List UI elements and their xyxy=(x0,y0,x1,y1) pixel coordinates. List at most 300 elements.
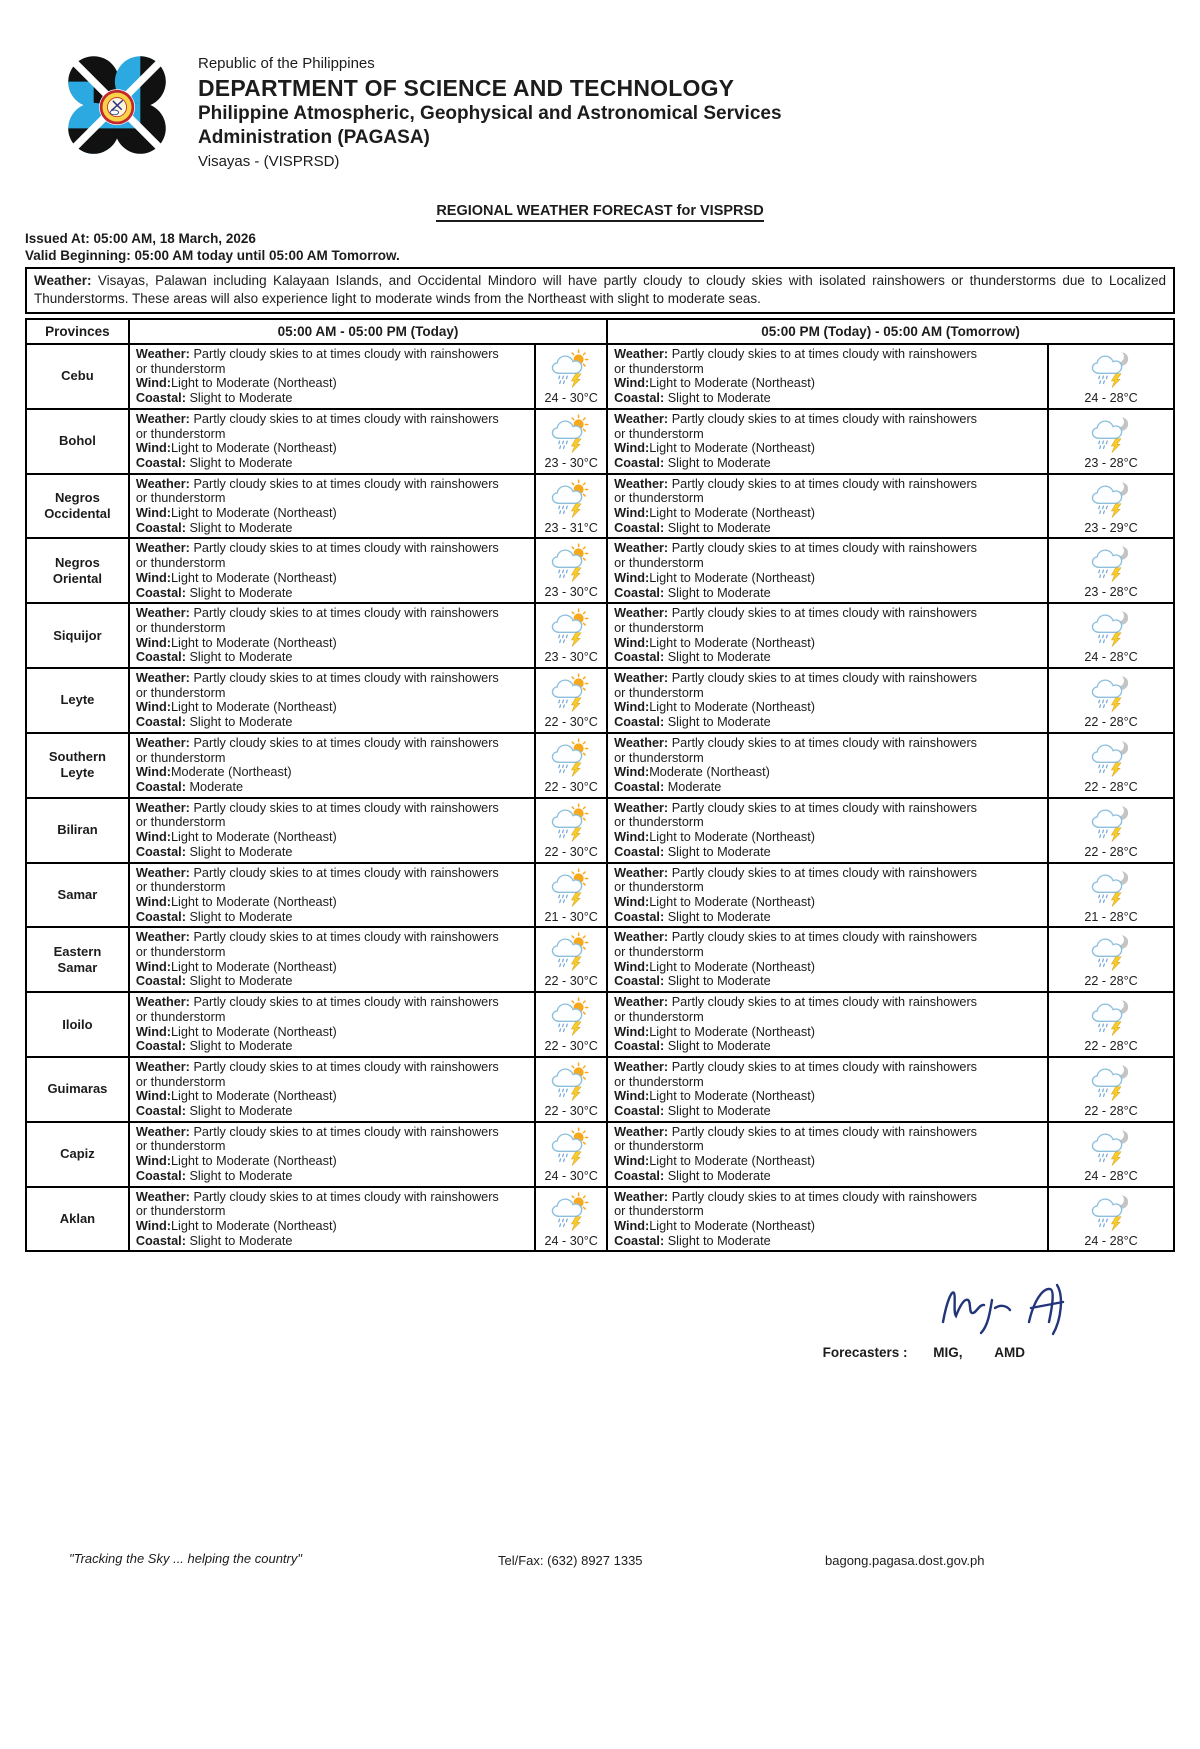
night-forecast-cell xyxy=(607,927,1048,992)
sun-cloud-rain-thunder-icon xyxy=(548,1062,594,1102)
day-wind-text: Light to Moderate (Northeast) xyxy=(170,1089,337,1104)
night-wind-text: Light to Moderate (Northeast) xyxy=(649,635,815,650)
night-icon-temp-cell xyxy=(1048,538,1174,603)
day-temperature: 24 - 30°C xyxy=(544,1168,598,1183)
day-wind-text: Moderate (Northeast) xyxy=(170,765,292,780)
weather-label: Weather: xyxy=(614,606,669,621)
province-name: Aklan xyxy=(26,1187,129,1252)
footer-telfax: Tel/Fax: (632) 8927 1335 xyxy=(498,1553,643,1568)
night-coastal-text: Slight to Moderate xyxy=(667,455,771,470)
coastal-label: Coastal: xyxy=(614,779,665,794)
day-coastal-text: Moderate xyxy=(189,779,244,794)
weather-label: Weather: xyxy=(614,541,669,556)
province-name: Iloilo xyxy=(26,992,129,1057)
wind-label: Wind: xyxy=(614,700,650,715)
night-weather-text: Partly cloudy skies to at times cloudy with rainshowers or thunderstorm xyxy=(614,865,978,895)
night-weather-text: Partly cloudy skies to at times cloudy with rainshowers or thunderstorm xyxy=(614,930,978,960)
table-row xyxy=(26,538,1174,603)
table-row xyxy=(26,992,1174,1057)
day-forecast-cell xyxy=(129,798,535,863)
wind-label: Wind: xyxy=(614,894,650,909)
forecaster-signature xyxy=(937,1278,1087,1340)
night-forecast-cell xyxy=(607,733,1048,798)
day-forecast-cell xyxy=(129,474,535,539)
weather-label: Weather: xyxy=(135,606,190,621)
day-icon-temp-cell xyxy=(535,538,607,603)
forecast-title: REGIONAL WEATHER FORECAST for VISPRSD xyxy=(0,202,1200,220)
night-icon-temp-cell xyxy=(1048,927,1174,992)
column-header-provinces: Provinces xyxy=(26,319,129,344)
day-weather-text: Partly cloudy skies to at times cloudy with rainshowers or thunderstorm xyxy=(135,671,499,700)
sun-cloud-rain-thunder-icon xyxy=(548,414,594,454)
sun-cloud-rain-thunder-icon xyxy=(548,349,594,389)
day-coastal-text: Slight to Moderate xyxy=(189,1168,293,1183)
table-row xyxy=(26,409,1174,474)
night-weather-text: Partly cloudy skies to at times cloudy with rainshowers or thunderstorm xyxy=(614,671,978,700)
coastal-label: Coastal: xyxy=(135,520,186,535)
night-weather-text: Partly cloudy skies to at times cloudy with rainshowers or thunderstorm xyxy=(614,1124,978,1154)
table-row xyxy=(26,1122,1174,1187)
day-icon-temp-cell xyxy=(535,798,607,863)
night-temperature: 22 - 28°C xyxy=(1084,715,1138,730)
night-weather-text: Partly cloudy skies to at times cloudy with rainshowers or thunderstorm xyxy=(614,541,978,571)
wind-label: Wind: xyxy=(614,1089,650,1104)
forecast-table xyxy=(25,318,1175,1252)
wind-label: Wind: xyxy=(135,441,171,456)
day-temperature: 24 - 30°C xyxy=(544,1233,598,1248)
day-icon-temp-cell xyxy=(535,1187,607,1252)
coastal-label: Coastal: xyxy=(614,1039,665,1054)
weather-label: Weather: xyxy=(135,476,190,491)
day-weather-text: Partly cloudy skies to at times cloudy with rainshowers or thunderstorm xyxy=(135,930,499,960)
night-icon-temp-cell xyxy=(1048,1057,1174,1122)
province-name: Negros Occidental xyxy=(26,474,129,539)
day-temperature: 22 - 30°C xyxy=(544,1103,598,1118)
coastal-label: Coastal: xyxy=(135,455,186,470)
coastal-label: Coastal: xyxy=(135,1233,186,1248)
province-name: Cebu xyxy=(26,344,129,409)
republic-line: Republic of the Philippines xyxy=(198,55,375,72)
day-forecast-cell xyxy=(129,863,535,928)
day-temperature: 22 - 30°C xyxy=(544,974,598,989)
coastal-label: Coastal: xyxy=(135,715,186,730)
night-coastal-text: Slight to Moderate xyxy=(667,585,771,600)
weather-label: Weather: xyxy=(135,541,190,556)
page-footer xyxy=(0,1551,1200,1571)
day-forecast-cell xyxy=(129,409,535,474)
night-wind-text: Light to Moderate (Northeast) xyxy=(649,1089,815,1104)
day-weather-text: Partly cloudy skies to at times cloudy with rainshowers or thunderstorm xyxy=(135,347,499,376)
wind-label: Wind: xyxy=(135,700,171,715)
coastal-label: Coastal: xyxy=(135,585,186,600)
day-wind-text: Light to Moderate (Northeast) xyxy=(170,635,337,650)
coastal-label: Coastal: xyxy=(135,974,186,989)
coastal-label: Coastal: xyxy=(614,909,665,924)
province-name: Samar xyxy=(26,863,129,928)
sun-cloud-rain-thunder-icon xyxy=(548,932,594,972)
division-line: Visayas - (VISPRSD) xyxy=(198,153,340,170)
moon-cloud-rain-thunder-icon xyxy=(1088,868,1134,908)
valid-beginning-line: Valid Beginning: 05:00 AM today until 05:00 AM Tomorrow. xyxy=(25,248,400,263)
night-icon-temp-cell xyxy=(1048,1187,1174,1252)
coastal-label: Coastal: xyxy=(614,1233,665,1248)
night-icon-temp-cell xyxy=(1048,798,1174,863)
weather-label: Weather: xyxy=(614,865,669,880)
document-header xyxy=(64,52,1200,172)
day-wind-text: Light to Moderate (Northeast) xyxy=(170,570,337,585)
day-temperature: 21 - 30°C xyxy=(544,909,598,924)
sun-cloud-rain-thunder-icon xyxy=(548,1192,594,1232)
sun-cloud-rain-thunder-icon xyxy=(548,543,594,583)
province-name: Negros Oriental xyxy=(26,538,129,603)
table-row xyxy=(26,1057,1174,1122)
table-row xyxy=(26,1187,1174,1252)
sun-cloud-rain-thunder-icon xyxy=(548,673,594,713)
moon-cloud-rain-thunder-icon xyxy=(1088,608,1134,648)
day-temperature: 24 - 30°C xyxy=(544,391,598,405)
night-temperature: 22 - 28°C xyxy=(1084,844,1138,859)
day-wind-text: Light to Moderate (Northeast) xyxy=(170,830,337,845)
footer-website: bagong.pagasa.dost.gov.ph xyxy=(825,1553,985,1568)
coastal-label: Coastal: xyxy=(614,974,665,989)
night-wind-text: Light to Moderate (Northeast) xyxy=(649,894,815,909)
day-coastal-text: Slight to Moderate xyxy=(189,455,293,470)
sun-cloud-rain-thunder-icon xyxy=(548,803,594,843)
night-coastal-text: Moderate xyxy=(667,779,722,794)
wind-label: Wind: xyxy=(135,894,171,909)
wind-label: Wind: xyxy=(614,1218,650,1233)
issuance-meta xyxy=(25,230,1175,264)
wind-label: Wind: xyxy=(135,570,171,585)
night-coastal-text: Slight to Moderate xyxy=(667,715,771,730)
coastal-label: Coastal: xyxy=(135,909,186,924)
agency-name-line2: Administration (PAGASA) xyxy=(198,127,430,148)
table-row xyxy=(26,733,1174,798)
wind-label: Wind: xyxy=(135,1154,171,1169)
day-forecast-cell xyxy=(129,1057,535,1122)
wind-label: Wind: xyxy=(614,1154,650,1169)
weather-label: Weather: xyxy=(135,411,190,426)
table-header-row xyxy=(26,319,1174,344)
night-weather-text: Partly cloudy skies to at times cloudy with rainshowers or thunderstorm xyxy=(614,800,978,830)
day-icon-temp-cell xyxy=(535,344,607,409)
summary-label: Weather: xyxy=(34,273,92,288)
department-title: DEPARTMENT OF SCIENCE AND TECHNOLOGY xyxy=(198,75,735,101)
night-temperature: 22 - 28°C xyxy=(1084,974,1138,989)
night-temperature: 24 - 28°C xyxy=(1084,1168,1138,1183)
coastal-label: Coastal: xyxy=(135,1168,186,1183)
wind-label: Wind: xyxy=(614,1024,650,1039)
province-name: Capiz xyxy=(26,1122,129,1187)
moon-cloud-rain-thunder-icon xyxy=(1088,1192,1134,1232)
day-icon-temp-cell xyxy=(535,474,607,539)
table-row xyxy=(26,474,1174,539)
day-icon-temp-cell xyxy=(535,603,607,668)
night-forecast-cell xyxy=(607,474,1048,539)
night-temperature: 24 - 28°C xyxy=(1084,650,1138,665)
day-temperature: 22 - 30°C xyxy=(544,715,598,730)
wind-label: Wind: xyxy=(614,441,650,456)
day-icon-temp-cell xyxy=(535,1057,607,1122)
night-coastal-text: Slight to Moderate xyxy=(667,1039,771,1054)
day-wind-text: Light to Moderate (Northeast) xyxy=(170,1024,337,1039)
coastal-label: Coastal: xyxy=(614,1168,665,1183)
wind-label: Wind: xyxy=(135,376,171,391)
wind-label: Wind: xyxy=(135,1089,171,1104)
night-weather-text: Partly cloudy skies to at times cloudy with rainshowers or thunderstorm xyxy=(614,995,978,1024)
moon-cloud-rain-thunder-icon xyxy=(1088,543,1134,583)
night-icon-temp-cell xyxy=(1048,863,1174,928)
day-temperature: 22 - 30°C xyxy=(544,779,598,794)
day-forecast-cell xyxy=(129,603,535,668)
day-weather-text: Partly cloudy skies to at times cloudy with rainshowers or thunderstorm xyxy=(135,800,499,830)
day-wind-text: Light to Moderate (Northeast) xyxy=(170,1154,337,1169)
day-icon-temp-cell xyxy=(535,733,607,798)
weather-label: Weather: xyxy=(614,347,669,361)
sun-cloud-rain-thunder-icon xyxy=(548,608,594,648)
day-weather-text: Partly cloudy skies to at times cloudy with rainshowers or thunderstorm xyxy=(135,541,499,571)
coastal-label: Coastal: xyxy=(135,844,186,859)
wind-label: Wind: xyxy=(135,635,171,650)
day-icon-temp-cell xyxy=(535,1122,607,1187)
night-coastal-text: Slight to Moderate xyxy=(667,1233,771,1248)
issued-at-line: Issued At: 05:00 AM, 18 March, 2026 xyxy=(25,231,256,246)
province-name: Biliran xyxy=(26,798,129,863)
wind-label: Wind: xyxy=(614,570,650,585)
wind-label: Wind: xyxy=(614,959,650,974)
night-temperature: 24 - 28°C xyxy=(1084,1233,1138,1248)
moon-cloud-rain-thunder-icon xyxy=(1088,349,1134,389)
day-icon-temp-cell xyxy=(535,409,607,474)
wind-label: Wind: xyxy=(614,830,650,845)
night-temperature: 23 - 28°C xyxy=(1084,455,1138,470)
wind-label: Wind: xyxy=(614,635,650,650)
sun-cloud-rain-thunder-icon xyxy=(548,1127,594,1167)
day-weather-text: Partly cloudy skies to at times cloudy with rainshowers or thunderstorm xyxy=(135,1059,499,1089)
night-wind-text: Light to Moderate (Northeast) xyxy=(649,1154,815,1169)
coastal-label: Coastal: xyxy=(135,391,186,406)
day-weather-text: Partly cloudy skies to at times cloudy with rainshowers or thunderstorm xyxy=(135,865,499,895)
night-temperature: 23 - 28°C xyxy=(1084,585,1138,600)
wind-label: Wind: xyxy=(614,765,650,780)
coastal-label: Coastal: xyxy=(135,1104,186,1119)
day-coastal-text: Slight to Moderate xyxy=(189,1104,293,1119)
day-forecast-cell xyxy=(129,927,535,992)
weather-label: Weather: xyxy=(614,1189,669,1204)
night-coastal-text: Slight to Moderate xyxy=(667,1168,771,1183)
coastal-label: Coastal: xyxy=(614,844,665,859)
weather-label: Weather: xyxy=(614,1059,669,1074)
province-name: Eastern Samar xyxy=(26,927,129,992)
night-icon-temp-cell xyxy=(1048,733,1174,798)
moon-cloud-rain-thunder-icon xyxy=(1088,932,1134,972)
day-weather-text: Partly cloudy skies to at times cloudy with rainshowers or thunderstorm xyxy=(135,1189,499,1219)
day-icon-temp-cell xyxy=(535,668,607,733)
province-name: Leyte xyxy=(26,668,129,733)
day-coastal-text: Slight to Moderate xyxy=(189,974,293,989)
wind-label: Wind: xyxy=(135,1218,171,1233)
night-weather-text: Partly cloudy skies to at times cloudy with rainshowers or thunderstorm xyxy=(614,347,978,376)
weather-label: Weather: xyxy=(614,800,669,815)
day-coastal-text: Slight to Moderate xyxy=(189,1039,293,1054)
day-temperature: 23 - 30°C xyxy=(544,650,598,665)
night-icon-temp-cell xyxy=(1048,409,1174,474)
sun-cloud-rain-thunder-icon xyxy=(548,997,594,1037)
night-forecast-cell xyxy=(607,1057,1048,1122)
day-wind-text: Light to Moderate (Northeast) xyxy=(170,441,337,456)
night-wind-text: Light to Moderate (Northeast) xyxy=(649,506,815,521)
moon-cloud-rain-thunder-icon xyxy=(1088,803,1134,843)
night-forecast-cell xyxy=(607,538,1048,603)
moon-cloud-rain-thunder-icon xyxy=(1088,414,1134,454)
day-temperature: 23 - 31°C xyxy=(544,520,598,535)
night-weather-text: Partly cloudy skies to at times cloudy with rainshowers or thunderstorm xyxy=(614,1059,978,1089)
day-coastal-text: Slight to Moderate xyxy=(189,844,293,859)
moon-cloud-rain-thunder-icon xyxy=(1088,1127,1134,1167)
night-forecast-cell xyxy=(607,668,1048,733)
day-forecast-cell xyxy=(129,1187,535,1252)
night-forecast-cell xyxy=(607,863,1048,928)
coastal-label: Coastal: xyxy=(614,585,665,600)
weather-label: Weather: xyxy=(135,735,190,750)
weather-summary-box xyxy=(25,267,1175,314)
night-wind-text: Light to Moderate (Northeast) xyxy=(649,959,815,974)
province-name: Bohol xyxy=(26,409,129,474)
column-header-day: 05:00 AM - 05:00 PM (Today) xyxy=(129,319,607,344)
day-coastal-text: Slight to Moderate xyxy=(189,585,293,600)
weather-label: Weather: xyxy=(135,1059,190,1074)
table-row xyxy=(26,863,1174,928)
footer-tagline: "Tracking the Sky ... helping the country" xyxy=(69,1551,302,1566)
sun-cloud-rain-thunder-icon xyxy=(548,868,594,908)
night-icon-temp-cell xyxy=(1048,1122,1174,1187)
day-icon-temp-cell xyxy=(535,992,607,1057)
column-header-night: 05:00 PM (Today) - 05:00 AM (Tomorrow) xyxy=(607,319,1174,344)
day-forecast-cell xyxy=(129,344,535,409)
wind-label: Wind: xyxy=(614,506,650,521)
sun-cloud-rain-thunder-icon xyxy=(548,738,594,778)
coastal-label: Coastal: xyxy=(135,1039,186,1054)
night-weather-text: Partly cloudy skies to at times cloudy with rainshowers or thunderstorm xyxy=(614,735,978,765)
summary-text: Visayas, Palawan including Kalayaan Islands, and Occidental Mindoro will have partly cloudy to cloudy skies with isolated rainshowers or thunderstorms due to Localized Thunderstorms. These areas will also experience light to moderate winds from the Northeast with slight to moderate seas. xyxy=(34,273,1166,306)
night-wind-text: Light to Moderate (Northeast) xyxy=(649,1024,815,1039)
moon-cloud-rain-thunder-icon xyxy=(1088,479,1134,519)
night-weather-text: Partly cloudy skies to at times cloudy with rainshowers or thunderstorm xyxy=(614,606,978,635)
night-wind-text: Light to Moderate (Northeast) xyxy=(649,570,815,585)
forecaster-name-2: AMD xyxy=(994,1345,1025,1361)
weather-label: Weather: xyxy=(614,411,669,426)
agency-name-line1: Philippine Atmospheric, Geophysical and Astronomical Services xyxy=(198,103,782,124)
night-wind-text: Light to Moderate (Northeast) xyxy=(649,441,815,456)
moon-cloud-rain-thunder-icon xyxy=(1088,1062,1134,1102)
moon-cloud-rain-thunder-icon xyxy=(1088,997,1134,1037)
weather-label: Weather: xyxy=(135,800,190,815)
night-coastal-text: Slight to Moderate xyxy=(667,974,771,989)
night-coastal-text: Slight to Moderate xyxy=(667,650,771,665)
night-forecast-cell xyxy=(607,409,1048,474)
coastal-label: Coastal: xyxy=(614,455,665,470)
day-wind-text: Light to Moderate (Northeast) xyxy=(170,700,337,715)
night-weather-text: Partly cloudy skies to at times cloudy with rainshowers or thunderstorm xyxy=(614,1189,978,1219)
day-icon-temp-cell xyxy=(535,927,607,992)
wind-label: Wind: xyxy=(135,830,171,845)
coastal-label: Coastal: xyxy=(135,650,186,665)
coastal-label: Coastal: xyxy=(614,650,665,665)
night-forecast-cell xyxy=(607,798,1048,863)
weather-label: Weather: xyxy=(135,1189,190,1204)
night-coastal-text: Slight to Moderate xyxy=(667,909,771,924)
province-name: Southern Leyte xyxy=(26,733,129,798)
coastal-label: Coastal: xyxy=(614,1104,665,1119)
day-forecast-cell xyxy=(129,1122,535,1187)
weather-label: Weather: xyxy=(614,476,669,491)
night-temperature: 22 - 28°C xyxy=(1084,1103,1138,1118)
forecasters-label: Forecasters : xyxy=(822,1345,908,1361)
night-icon-temp-cell xyxy=(1048,344,1174,409)
night-icon-temp-cell xyxy=(1048,992,1174,1057)
day-coastal-text: Slight to Moderate xyxy=(189,391,293,406)
night-temperature: 22 - 28°C xyxy=(1084,1039,1138,1054)
day-temperature: 22 - 30°C xyxy=(544,1039,598,1054)
day-temperature: 22 - 30°C xyxy=(544,844,598,859)
wind-label: Wind: xyxy=(135,959,171,974)
day-temperature: 23 - 30°C xyxy=(544,585,598,600)
night-icon-temp-cell xyxy=(1048,603,1174,668)
night-temperature: 22 - 28°C xyxy=(1084,779,1138,794)
night-temperature: 24 - 28°C xyxy=(1084,391,1138,405)
night-forecast-cell xyxy=(607,344,1048,409)
wind-label: Wind: xyxy=(135,506,171,521)
day-weather-text: Partly cloudy skies to at times cloudy with rainshowers or thunderstorm xyxy=(135,606,499,635)
table-row xyxy=(26,798,1174,863)
moon-cloud-rain-thunder-icon xyxy=(1088,673,1134,713)
table-row xyxy=(26,603,1174,668)
table-row xyxy=(26,344,1174,409)
night-temperature: 21 - 28°C xyxy=(1084,909,1138,924)
weather-label: Weather: xyxy=(614,671,669,686)
coastal-label: Coastal: xyxy=(614,715,665,730)
coastal-label: Coastal: xyxy=(614,520,665,535)
wind-label: Wind: xyxy=(135,765,171,780)
weather-label: Weather: xyxy=(135,671,190,686)
forecast-table-body xyxy=(26,344,1174,1251)
day-weather-text: Partly cloudy skies to at times cloudy with rainshowers or thunderstorm xyxy=(135,995,499,1024)
night-wind-text: Light to Moderate (Northeast) xyxy=(649,830,815,845)
night-wind-text: Light to Moderate (Northeast) xyxy=(649,700,815,715)
day-weather-text: Partly cloudy skies to at times cloudy with rainshowers or thunderstorm xyxy=(135,411,499,441)
table-row xyxy=(26,668,1174,733)
day-wind-text: Light to Moderate (Northeast) xyxy=(170,506,337,521)
coastal-label: Coastal: xyxy=(614,391,665,406)
day-weather-text: Partly cloudy skies to at times cloudy with rainshowers or thunderstorm xyxy=(135,1124,499,1154)
night-icon-temp-cell xyxy=(1048,668,1174,733)
day-forecast-cell xyxy=(129,668,535,733)
weather-label: Weather: xyxy=(135,347,190,361)
dost-pagasa-logo xyxy=(64,52,170,158)
forecaster-name-1: MIG, xyxy=(933,1345,963,1361)
forecasters-line xyxy=(25,1345,1175,1360)
day-coastal-text: Slight to Moderate xyxy=(189,520,293,535)
night-forecast-cell xyxy=(607,1122,1048,1187)
day-wind-text: Light to Moderate (Northeast) xyxy=(170,894,337,909)
night-weather-text: Partly cloudy skies to at times cloudy with rainshowers or thunderstorm xyxy=(614,476,978,506)
day-wind-text: Light to Moderate (Northeast) xyxy=(170,1218,337,1233)
night-forecast-cell xyxy=(607,1187,1048,1252)
night-wind-text: Light to Moderate (Northeast) xyxy=(649,376,815,391)
coastal-label: Coastal: xyxy=(135,779,186,794)
day-weather-text: Partly cloudy skies to at times cloudy with rainshowers or thunderstorm xyxy=(135,476,499,506)
wind-label: Wind: xyxy=(135,1024,171,1039)
